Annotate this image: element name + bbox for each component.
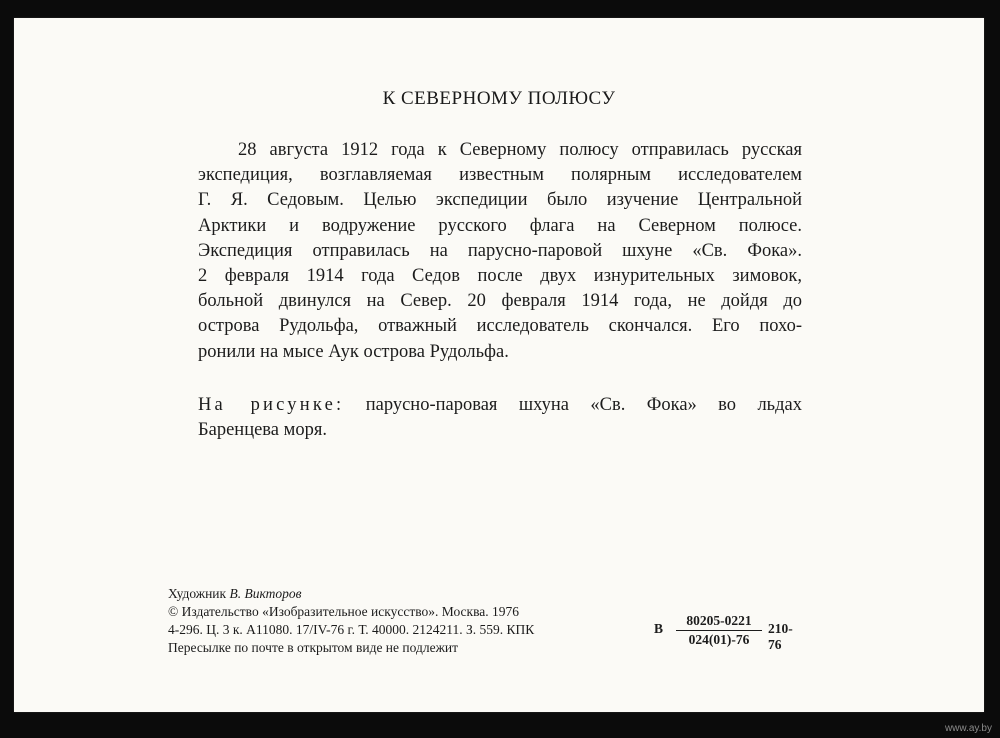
artist-credit [168,585,668,603]
imprint [168,585,668,657]
artist-label: Художник [168,586,230,601]
postcard-back [14,18,984,712]
caption-line [198,393,802,418]
paragraph-line: Арктики и водружение русского флага на Северном полюсе. [198,215,802,236]
index-numerator: 80205-0221 [676,613,762,631]
image-caption [198,393,802,443]
paragraph-line: Экспедиция отправилась на парусно-паровой шхуне «Св. Фока». [198,240,802,261]
index-fraction [676,613,762,648]
index-prefix: В [654,621,664,636]
paragraph-line: Г. Я. Седовым. Целью экспедиции было изучение Центральной [198,190,802,211]
paragraph-line: ронили на мысе Аук острова Рудольфа. [198,341,509,362]
index-suffix: 210-76 [768,621,793,652]
paragraph-line: острова Рудольфа, отважный исследователь скончался. Его похо- [198,316,802,337]
description-paragraph [198,138,802,365]
paragraph-line: 2 февраля 1914 года Седов после двух изнурительных зимовок, [198,266,802,287]
page-title: К СЕВЕРНОМУ ПОЛЮСУ [382,88,616,109]
print-info-line: 4-296. Ц. 3 к. А11080. 17/IV-76 г. Т. 40000. 2124211. З. 559. КПК [168,622,535,637]
watermark: www.ay.by [944,723,992,734]
postal-note: Пересылке по почте в открытом виде не подлежит [168,640,459,655]
index-denominator: 024(01)-76 [688,632,750,647]
caption-text: парусно-паровая шхуна «Св. Фока» во льдах [344,395,802,415]
paragraph-line: больной двинулся на Север. 20 февраля 1914 года, не дойдя до [198,291,802,312]
caption-lead: На рисунке: [198,395,345,415]
paragraph-line: экспедиция, возглавляемая известным полярным исследователем [198,165,802,186]
artist-name: В. Викторов [229,586,302,601]
caption-line: Баренцева моря. [198,420,327,441]
paragraph-line: 28 августа 1912 года к Северному полюсу отправилась русская [238,140,802,160]
publisher-line: © Издательство «Изобразительное искусство». Москва. 1976 [168,604,520,619]
